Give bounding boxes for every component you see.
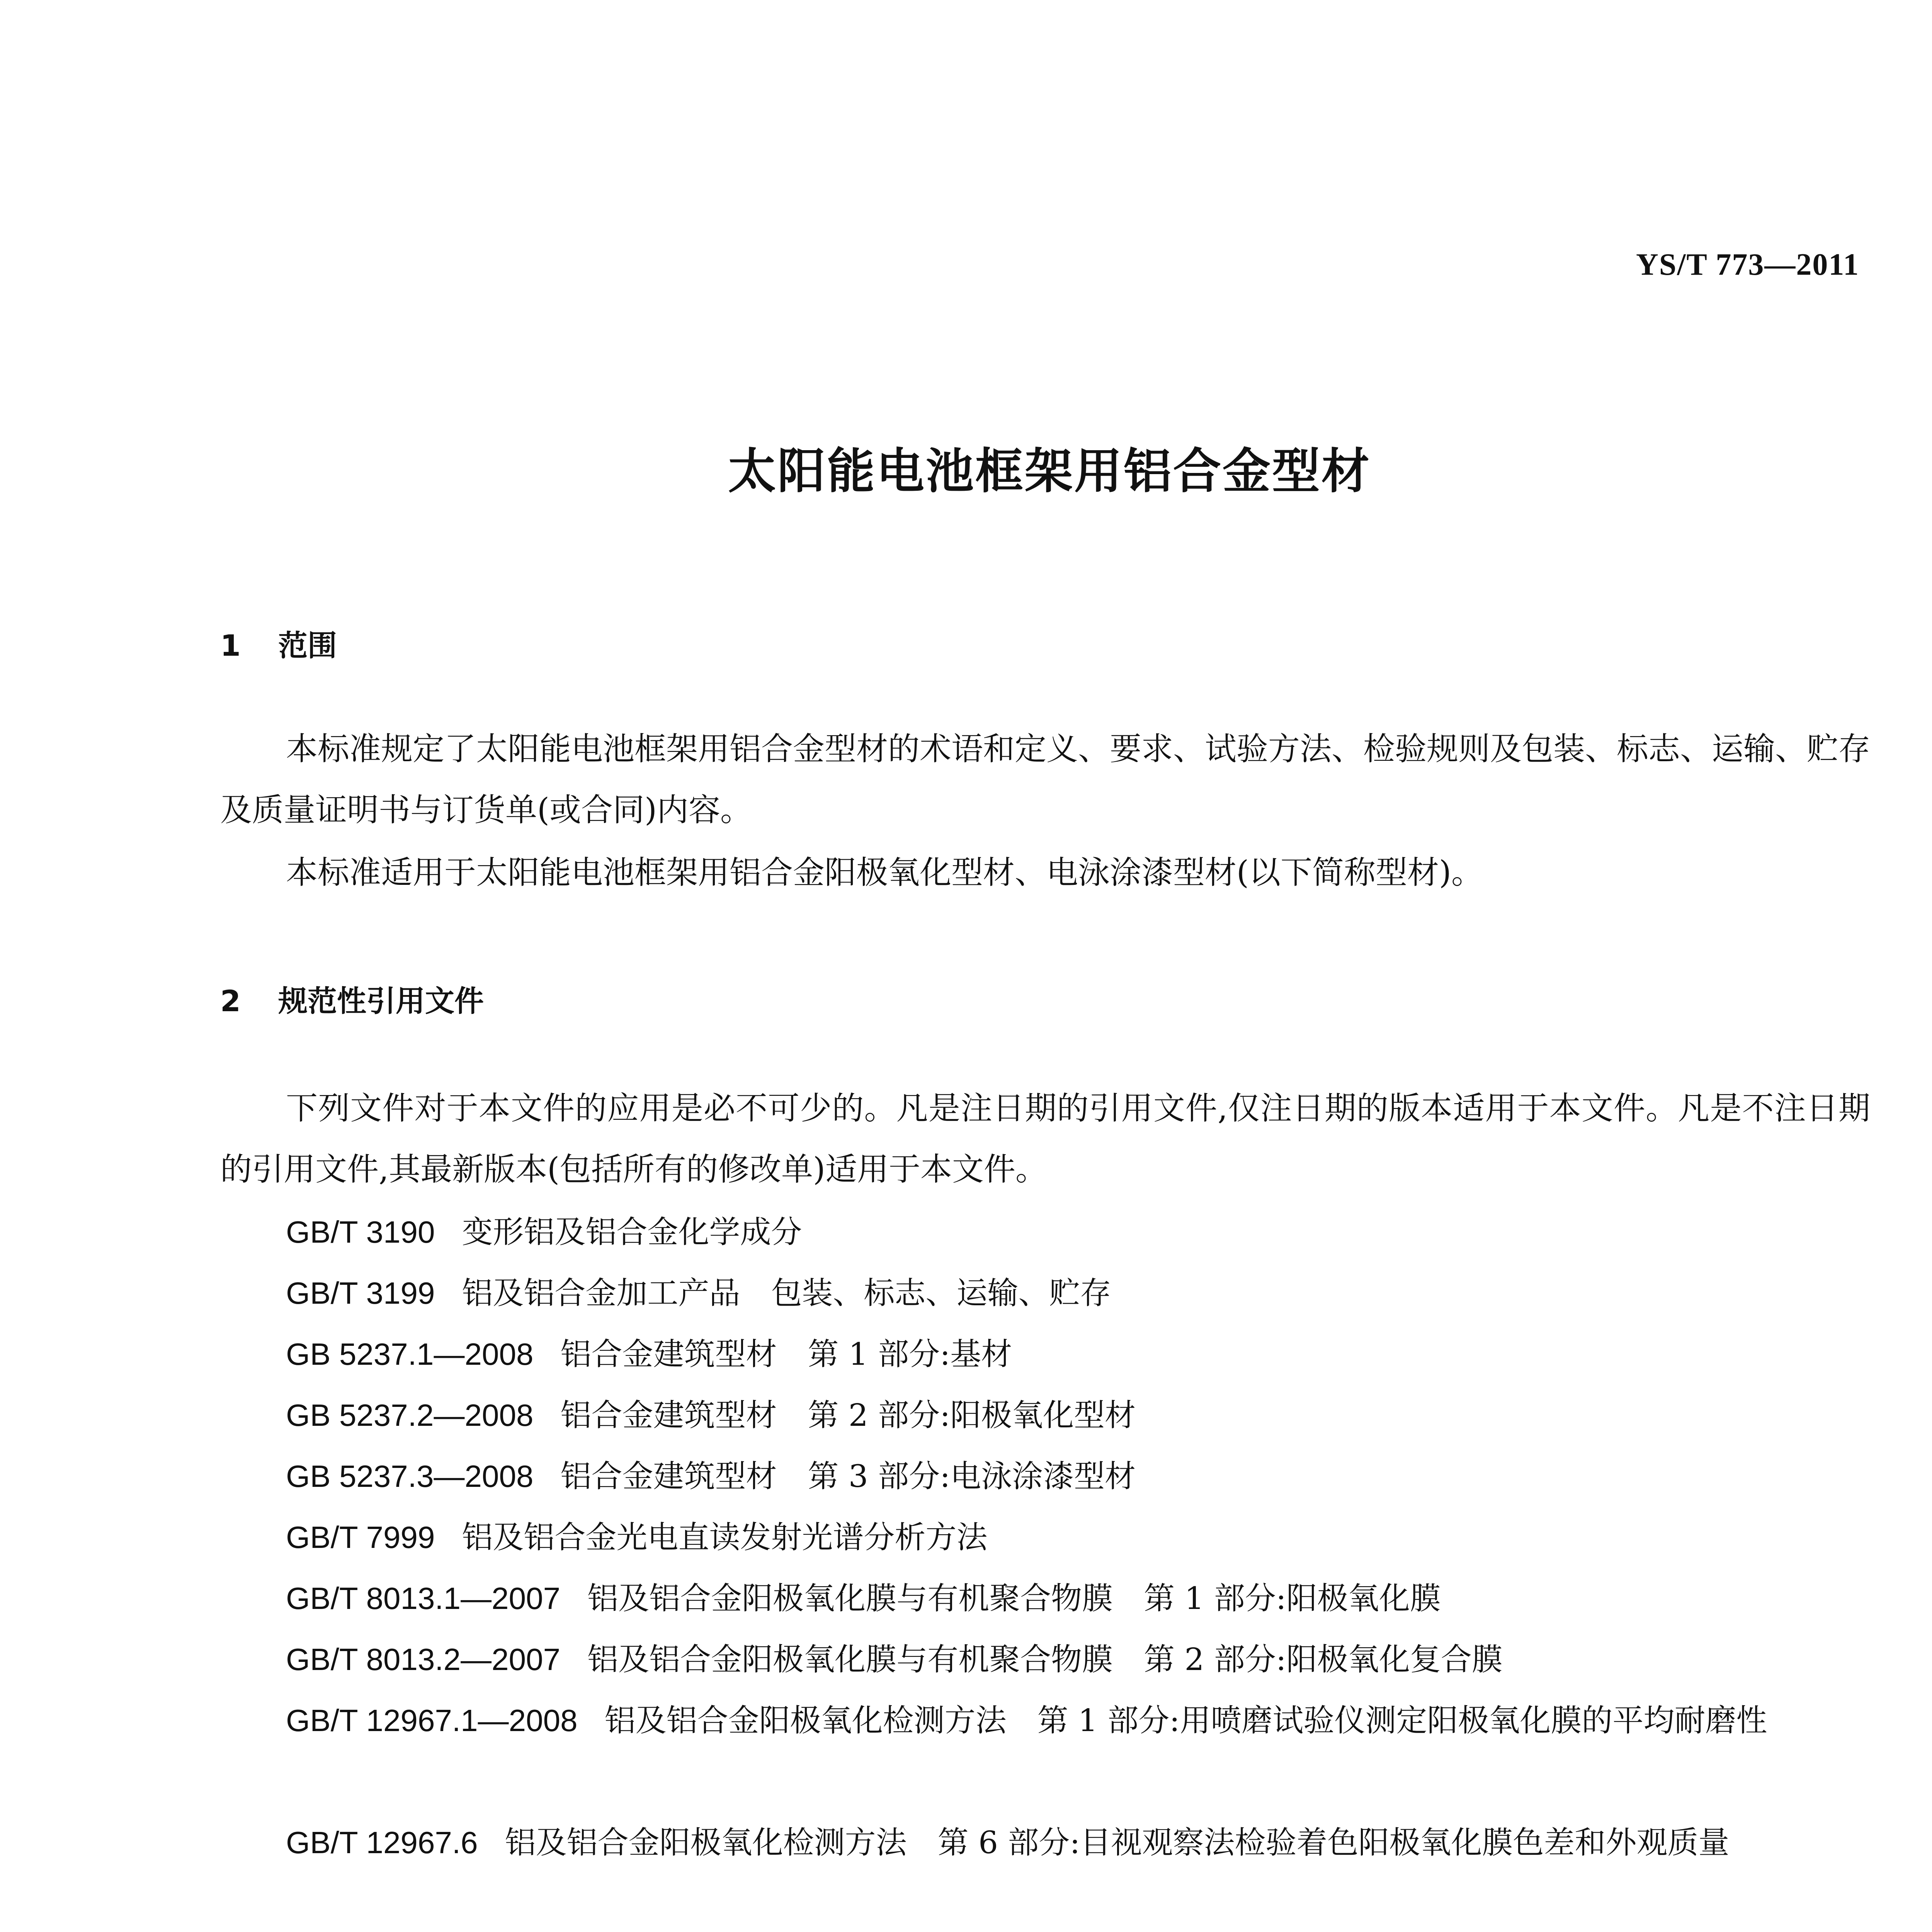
reference-item	[220, 1690, 1870, 1751]
reference-item	[220, 1629, 1870, 1690]
reference-part: 第 6 部分:目视观察法检验着色阳极氧化膜色差和外观质量	[937, 1825, 1730, 1861]
section-number: 2	[220, 984, 241, 1018]
section-2-heading	[220, 978, 484, 1020]
reference-title: 铝合金建筑型材	[560, 1397, 777, 1433]
reference-title: 铝及铝合金阳极氧化检测方法	[505, 1825, 907, 1861]
reference-title: 铝合金建筑型材	[560, 1458, 777, 1494]
reference-code: GB/T 8013.2—2007	[286, 1642, 561, 1677]
section-1-heading	[220, 622, 337, 664]
reference-code: GB/T 3199	[286, 1276, 435, 1310]
reference-title: 铝及铝合金阳极氧化膜与有机聚合物膜	[587, 1580, 1113, 1616]
section-number: 1	[220, 628, 241, 663]
reference-title: 铝及铝合金加工产品	[462, 1275, 740, 1311]
document-title: 太阳能电池框架用铝合金型材	[728, 444, 1371, 499]
reference-item	[220, 1812, 1870, 1873]
reference-title: 铝合金建筑型材	[560, 1336, 777, 1372]
reference-title: 铝及铝合金阳极氧化膜与有机聚合物膜	[587, 1641, 1113, 1677]
paragraph: 下列文件对于本文件的应用是必不可少的。凡是注日期的引用文件,仅注日期的版本适用于本文件。凡是不注日期的引用文件,其最新版本(包括所有的修改单)适用于本文件。	[220, 1090, 1870, 1188]
paragraph: 本标准规定了太阳能电池框架用铝合金型材的术语和定义、要求、试验方法、检验规则及包装、标志、运输、贮存及质量证明书与订货单(或合同)内容。	[220, 731, 1871, 828]
reference-part: 第 3 部分:电泳涂漆型材	[808, 1458, 1136, 1494]
reference-item	[220, 1446, 1870, 1507]
reference-title: 铝及铝合金阳极氧化检测方法	[604, 1702, 1007, 1738]
reference-title: 变形铝及铝合金化学成分	[462, 1214, 802, 1250]
reference-item	[220, 1507, 1870, 1568]
section-title: 范围	[278, 628, 337, 663]
reference-part: 第 1 部分:阳极氧化膜	[1144, 1580, 1441, 1616]
reference-code: GB/T 12967.1—2008	[286, 1703, 578, 1738]
reference-code: GB/T 7999	[286, 1520, 435, 1554]
reference-code: GB 5237.1—2008	[286, 1337, 534, 1371]
reference-part: 第 2 部分:阳极氧化型材	[808, 1397, 1136, 1433]
standard-code: YS/T 773—2011	[1636, 248, 1859, 282]
paragraph: 本标准适用于太阳能电池框架用铝合金阳极氧化型材、电泳涂漆型材(以下简称型材)。	[286, 854, 1483, 891]
reference-code: GB 5237.2—2008	[286, 1398, 534, 1432]
reference-code: GB 5237.3—2008	[286, 1459, 534, 1493]
reference-part: 第 2 部分:阳极氧化复合膜	[1144, 1641, 1503, 1677]
reference-part: 第 1 部分:用喷磨试验仪测定阳极氧化膜的平均耐磨性	[1037, 1702, 1767, 1738]
section-title: 规范性引用文件	[278, 984, 484, 1018]
reference-item	[220, 1324, 1870, 1385]
reference-code: GB/T 3190	[286, 1215, 435, 1249]
reference-part: 第 1 部分:基材	[808, 1336, 1012, 1372]
reference-code: GB/T 12967.6	[286, 1825, 478, 1860]
reference-code: GB/T 8013.1—2007	[286, 1581, 561, 1616]
reference-item	[220, 1385, 1870, 1446]
reference-item	[220, 1263, 1870, 1324]
reference-item	[220, 1568, 1870, 1629]
reference-item	[220, 1202, 1870, 1263]
reference-title: 铝及铝合金光电直读发射光谱分析方法	[462, 1519, 988, 1555]
reference-part: 包装、标志、运输、贮存	[771, 1275, 1111, 1311]
